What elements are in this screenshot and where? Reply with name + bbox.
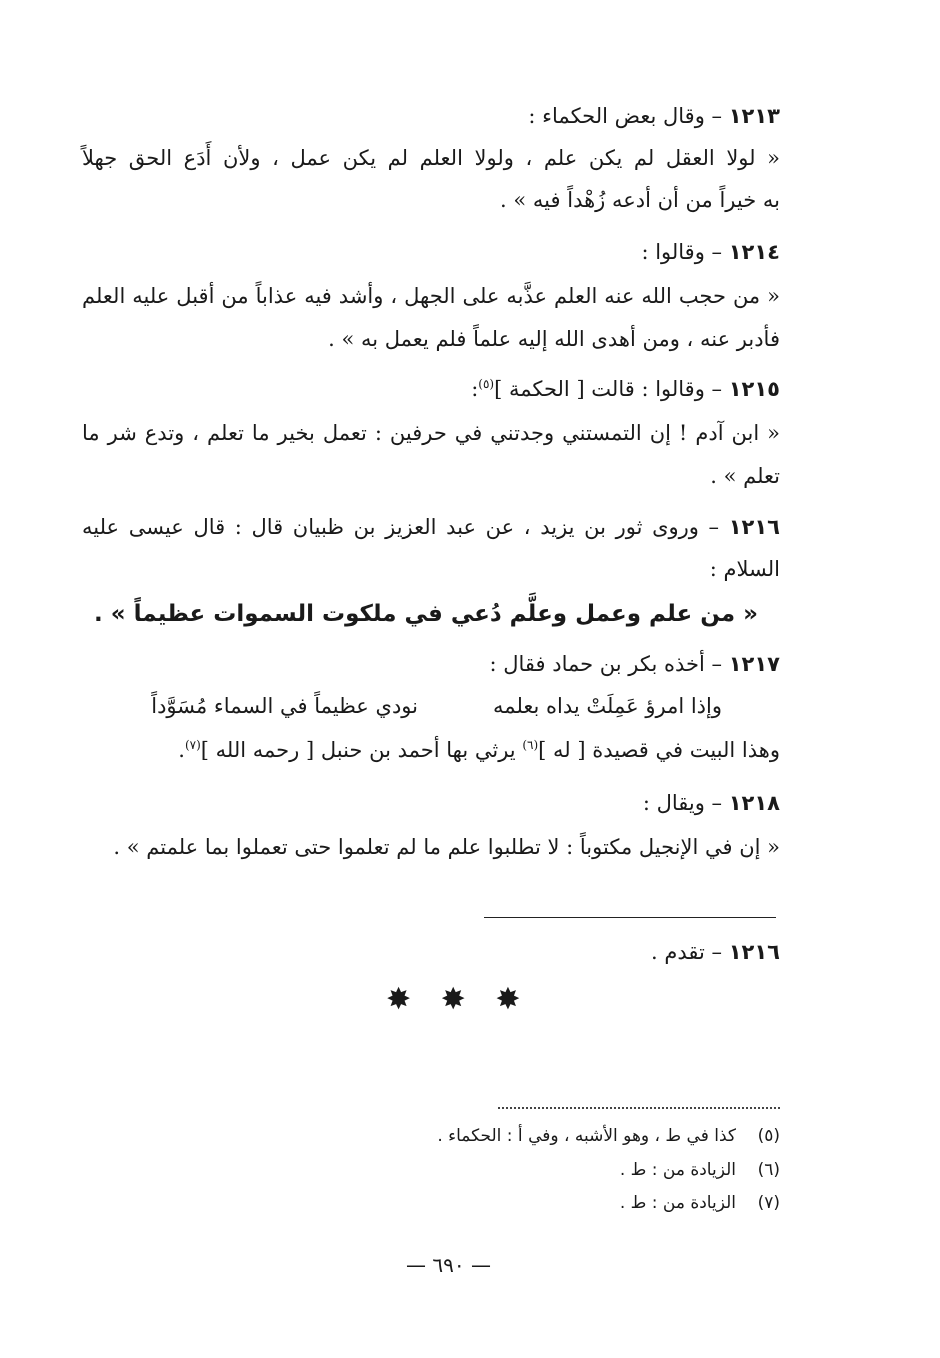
entry-intro-colon: : <box>471 377 479 401</box>
entry-number: ١٢١٧ <box>728 652 780 676</box>
footnote-text: الزيادة من : ط . <box>619 1193 736 1213</box>
footnote-separator <box>498 1107 780 1109</box>
entry-intro: – وقالوا : قالت [ الحكمة ] <box>494 377 723 401</box>
text-segment: وهذا البيت في قصيدة [ له ] <box>538 738 780 762</box>
paragraph-line <box>178 736 780 764</box>
editor-note <box>651 938 780 966</box>
entry-intro: – وروى ثور بن يزيد ، عن عبد العزيز بن ظبيان قال : قال عيسى عليه <box>82 515 720 539</box>
footnote <box>437 1124 780 1148</box>
ornament-stars: ✸ ✸ ✸ <box>386 982 531 1017</box>
paragraph-line: فأدبر عنه ، ومن أهدى الله إليه علماً فلم يعمل به » . <box>328 327 780 351</box>
entry-intro: – وقال بعض الحكماء : <box>528 104 723 128</box>
paragraph-line: « لولا العقل لم يكن علم ، ولولا العلم لم يكن عمل ، ولأن أَدَع الحق جهلاً <box>82 146 780 170</box>
entry-1218-heading <box>643 789 780 817</box>
separator-rule <box>484 917 776 918</box>
entry-1214-heading <box>641 238 780 266</box>
entry-1215-heading <box>471 375 780 403</box>
entry-number: ١٢١٦ <box>728 515 780 539</box>
entry-number: ١٢١٤ <box>728 240 780 264</box>
entry-number: ١٢١٨ <box>728 791 780 815</box>
entry-intro: – وقالوا : <box>641 240 723 264</box>
highlighted-quote: « من علم وعمل وعلَّم دُعي في ملكوت السموات عظيماً » . <box>94 601 758 627</box>
paragraph-line: « إن في الإنجيل مكتوباً : لا تطلبوا علم ما لم تعلموا حتى تعملوا بما علمتم » . <box>113 835 780 859</box>
footnote-mark: (٦) <box>757 1160 780 1180</box>
verse-first-hemistich: وإذا امرؤ عَمِلَتْ يداه بعلمه <box>493 694 722 718</box>
entry-1213-heading <box>528 102 780 130</box>
footnote-ref[interactable]: (٥) <box>478 377 495 391</box>
footnote-mark: (٧) <box>757 1193 780 1213</box>
entry-number: ١٢١٣ <box>728 104 780 128</box>
verse-second-hemistich: نودي عظيماً في السماء مُسَوَّداً <box>151 694 418 718</box>
paragraph-line: « ابن آدم ! إن التمستني وجدتني في حرفين : تعمل بخير ما تعلم ، وتدع شر ما <box>82 421 780 445</box>
text-segment: يرثي بها أحمد بن حنبل [ رحمه الله ] <box>200 738 523 762</box>
page-number: — ٦٩٠ — <box>406 1253 491 1277</box>
paragraph-line: تعلم » . <box>710 464 780 488</box>
paragraph-line: السلام : <box>709 557 780 581</box>
paragraph-line: « من حجب الله عنه العلم عذَّبه على الجهل ، وأشد فيه عذاباً من أقبل عليه العلم <box>82 284 780 308</box>
footnote-text: كذا في ط ، وهو الأشبه ، وفي أ : الحكماء . <box>437 1126 736 1146</box>
note-text: – تقدم . <box>651 940 723 964</box>
footnote-ref[interactable]: (٧) <box>184 738 201 752</box>
footnote-ref[interactable]: (٦) <box>522 738 539 752</box>
note-number: ١٢١٦ <box>728 940 780 964</box>
text-segment: . <box>178 738 185 762</box>
entry-1217-heading <box>490 650 781 678</box>
entry-intro: – ويقال : <box>642 791 723 815</box>
entry-intro: – أخذه بكر بن حماد فقال : <box>489 652 723 676</box>
footnote-mark: (٥) <box>757 1126 780 1146</box>
entry-number: ١٢١٥ <box>728 377 780 401</box>
footnote <box>620 1191 780 1215</box>
paragraph-line: به خيراً من أن أدعه زُهْداً فيه » . <box>500 188 780 212</box>
footnote-text: الزيادة من : ط . <box>619 1160 736 1180</box>
entry-1216-heading <box>82 513 780 541</box>
footnote <box>620 1158 780 1182</box>
